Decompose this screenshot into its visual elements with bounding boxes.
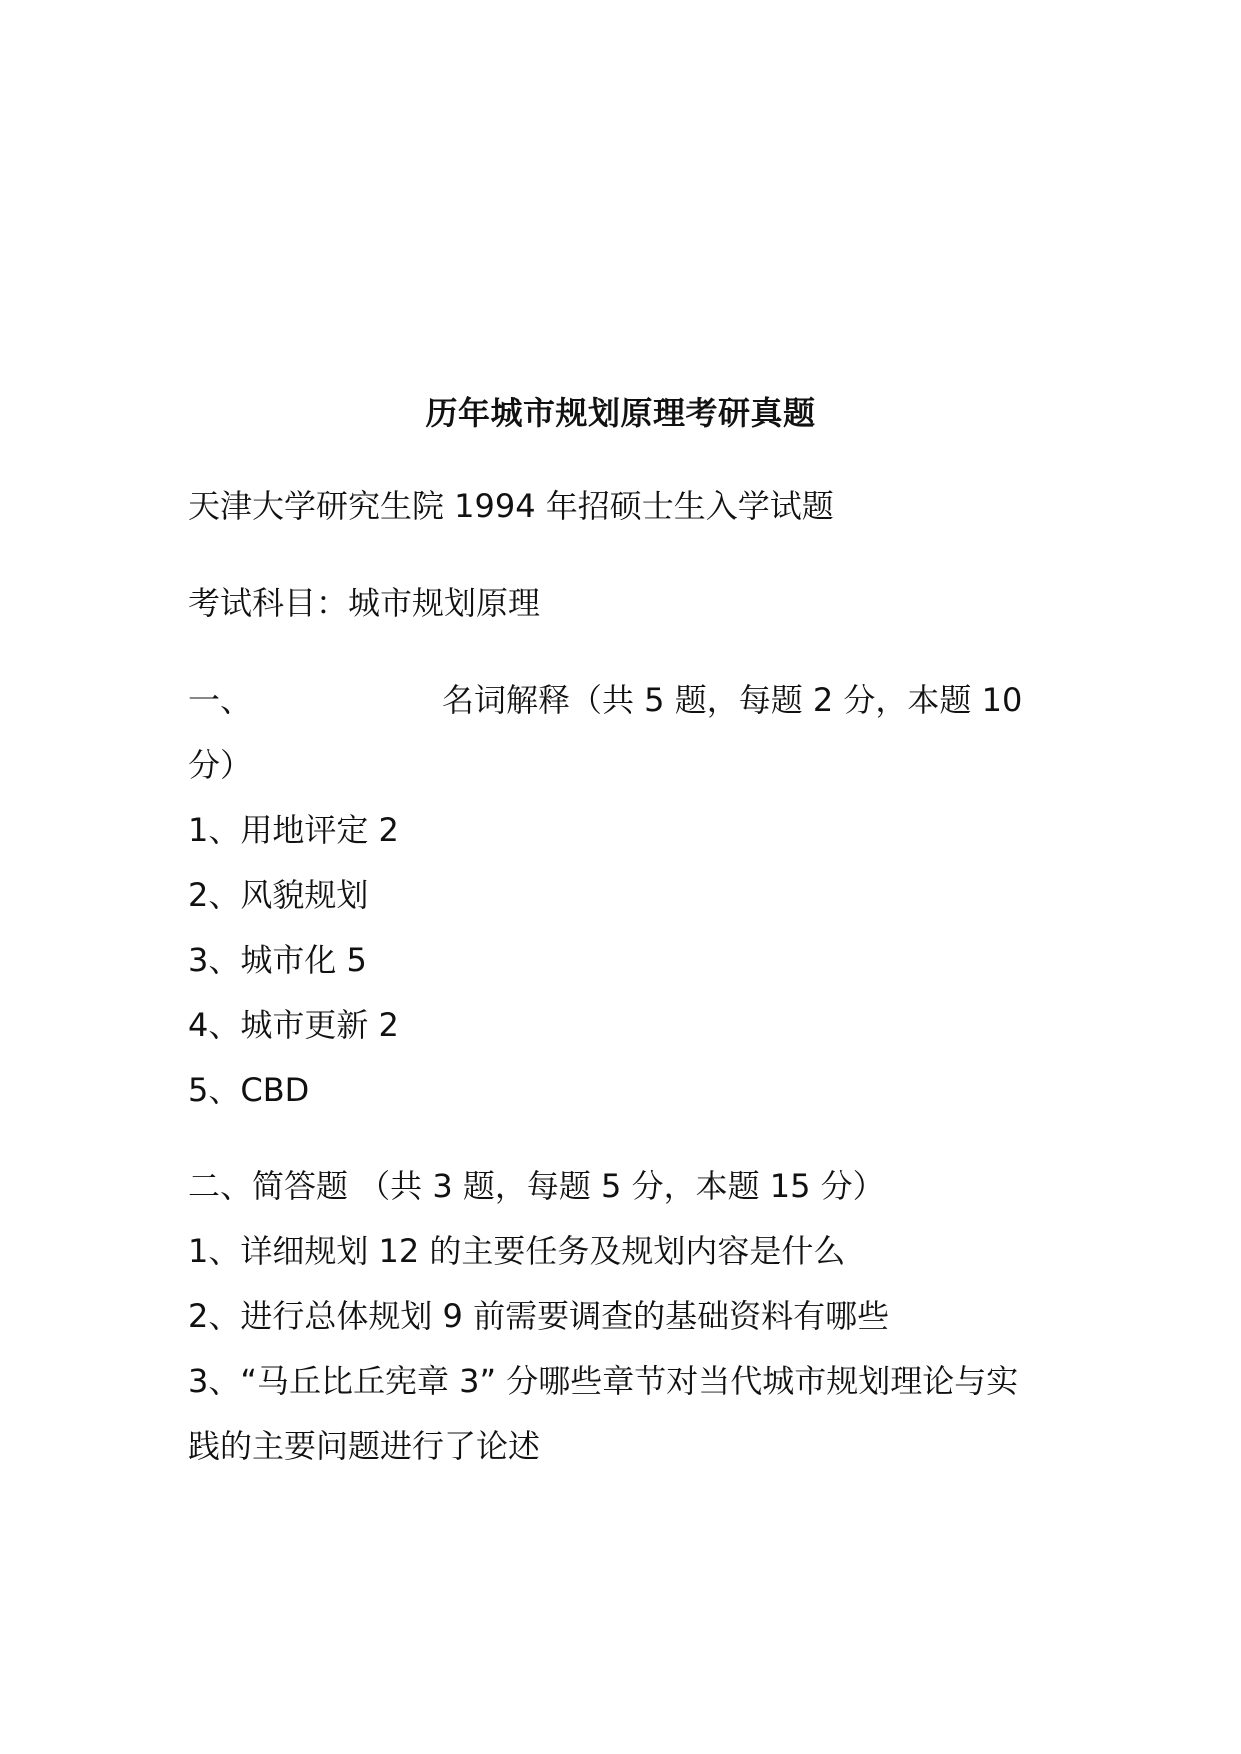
document-title: 历年城市规划原理考研真题 — [425, 394, 816, 432]
exam-subject: 考试科目：城市规划原理 — [188, 584, 541, 622]
section1-heading-continued: 分） — [188, 746, 253, 784]
section1-item: 3、城市化 5 — [188, 941, 367, 979]
section1-item: 1、用地评定 2 — [188, 811, 399, 849]
section2-item: 2、进行总体规划 9 前需要调查的基础资料有哪些 — [188, 1297, 890, 1335]
section2-item: 1、详细规划 12 的主要任务及规划内容是什么 — [188, 1232, 846, 1270]
section2-item-continued: 践的主要问题进行了论述 — [188, 1427, 541, 1465]
section1-item: 5、CBD — [188, 1071, 310, 1109]
section1-heading: 名词解释（共 5 题，每题 2 分，本题 10 — [442, 681, 1023, 719]
section2-heading: 二、简答题 （共 3 题，每题 5 分，本题 15 分） — [188, 1167, 885, 1205]
section2-item: 3、“马丘比丘宪章 3” 分哪些章节对当代城市规划理论与实 — [188, 1362, 1019, 1400]
section1-item: 4、城市更新 2 — [188, 1006, 399, 1044]
exam-header: 天津大学研究生院 1994 年招硕士生入学试题 — [188, 487, 834, 525]
section1-number: 一、 — [188, 681, 253, 719]
section1-item: 2、风貌规划 — [188, 876, 369, 914]
